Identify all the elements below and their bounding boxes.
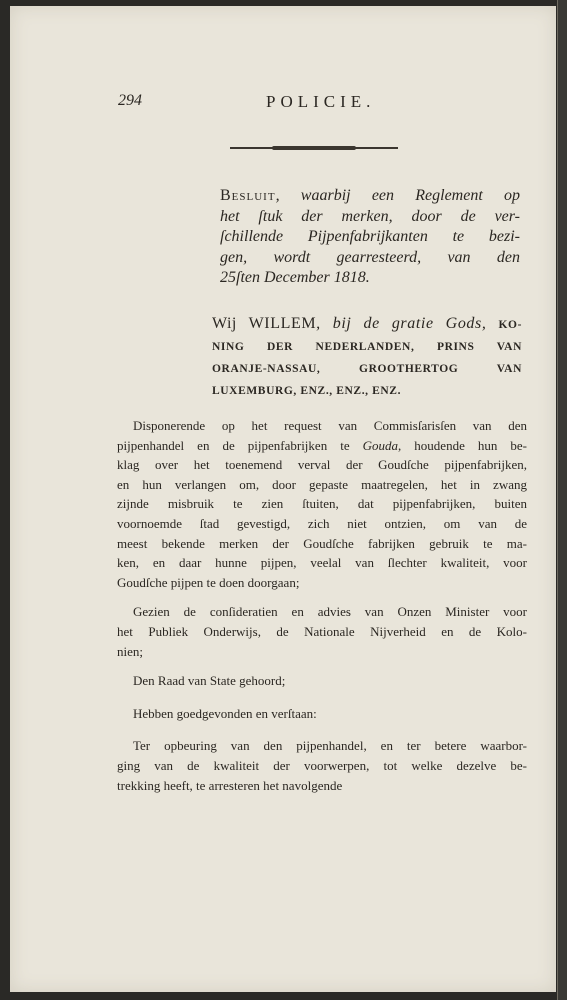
sovereign-name: WILLEM: [248, 315, 317, 332]
sovereign-line: NING DER NEDERLANDEN, PRINS VAN: [212, 341, 522, 353]
place-name-gouda: Gouda: [362, 437, 399, 453]
paragraph-council: [117, 671, 527, 691]
title-line: [220, 186, 520, 207]
body-line: ging van de kwaliteit der voorwerpen, tot welke dezelve be-: [117, 757, 527, 773]
body-line: nien;: [117, 643, 143, 659]
sovereign-intitulation: [212, 313, 522, 402]
sovereign-lead: Wij: [212, 315, 237, 332]
body-line: trekking heeft, te arresteren het navolgende: [117, 777, 343, 793]
sovereign-line: LUXEMBURG, ENZ., ENZ., ENZ.: [212, 385, 402, 397]
sovereign-title-start: KO-: [498, 319, 523, 331]
body-line: meest bekende merken der Goudſche fabrijken gebruik te ma-: [117, 535, 527, 551]
page-number: 294: [118, 92, 142, 109]
body-line: voornoemde ſtad gevestigd, zich niet ontzien, om van de: [117, 515, 527, 531]
body-line: zijnde misbruik te zien ſtuiten, dat pijpenfabrijken, buiten: [117, 496, 527, 512]
page-header: [118, 92, 458, 118]
body-line: Goudſche pijpen te doen doorgaan;: [117, 574, 300, 590]
body-line: Gezien de conſideratien en advies van Onzen Minister voor: [133, 604, 527, 620]
running-head: POLICIE.: [266, 92, 376, 111]
body-line: Den Raad van State gehoord;: [133, 673, 286, 689]
body-line: Disponerende op het request van Commisſarisſen van den: [133, 418, 527, 433]
title-line: gen, wordt gearresteerd, van den: [220, 248, 520, 266]
body-line: klag over het toenemend verval der Goudſche pijpenfabrijken,: [117, 457, 527, 473]
body-line: en hun verlangen om, door gepaste maatregelen, het in zwang: [117, 476, 527, 492]
body-line: het Publiek Onderwijs, de Nationale Nijverheid en de Kolo-: [117, 623, 527, 639]
body-line: Ter opbeuring van den pijpenhandel, en ter betere waarbor-: [133, 738, 527, 754]
book-page: [10, 6, 556, 992]
title-smallcaps: Besluit: [220, 187, 276, 204]
body-line-text: , houdende hun be-: [398, 437, 528, 453]
sovereign-grace: , bij de gratie Gods,: [316, 315, 487, 332]
paragraph-request: [117, 416, 527, 592]
body-line-text: pijpenhandel en de pijpenfabrijken te: [117, 437, 363, 453]
body-line: Hebben goedgevonden en verſtaan:: [133, 705, 317, 721]
title-line-text: , waarbij een Reglement op: [275, 187, 520, 204]
ornamental-rule-center: [272, 146, 356, 150]
title-line: 25ſten December 1818.: [220, 269, 370, 286]
paragraph-enactment: [117, 736, 527, 795]
book-edge: [557, 0, 567, 1000]
paragraph-considerations: [117, 602, 527, 661]
body-line: ken, en daar hunne pijpen, veelal van ſlechter kwaliteit, voor: [117, 555, 527, 571]
sovereign-line: ORANJE-NASSAU, GROOTHERTOG VAN: [212, 363, 522, 375]
body-line: [117, 436, 527, 456]
paragraph-resolution: [117, 704, 527, 724]
title-line: ſchillende Pijpenfabrijkanten te bezi-: [220, 228, 520, 245]
title-line: het ſtuk der merken, door de ver-: [220, 207, 520, 225]
sovereign-line: [212, 313, 522, 336]
decree-body: [117, 416, 527, 805]
decree-title: [220, 186, 520, 289]
